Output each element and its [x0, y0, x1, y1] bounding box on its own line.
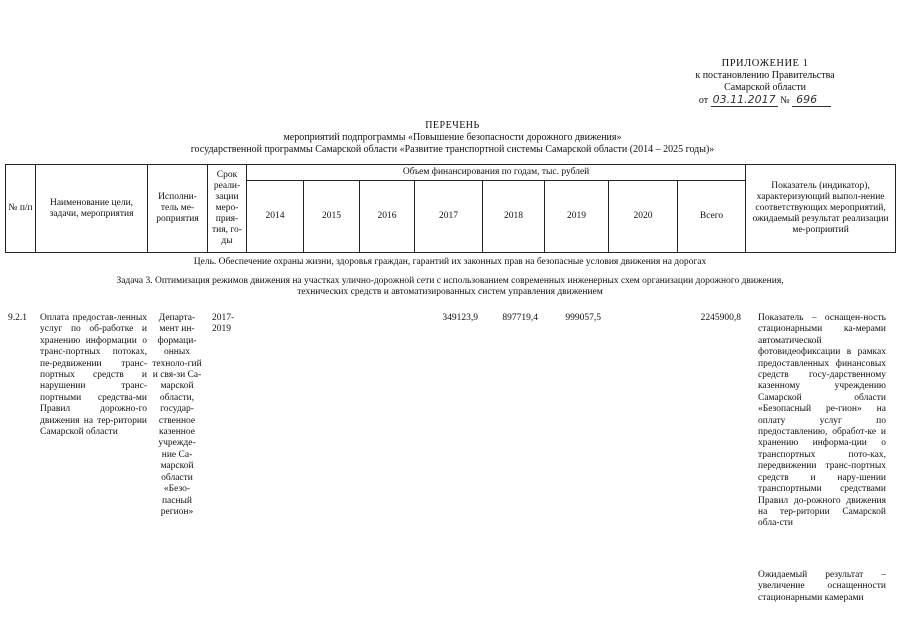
header-year: 2014	[247, 181, 304, 253]
task-row: Задача 3. Оптимизация режимов движения на участках улично-дорожной сети с использованием современных инженерных схем организации дорожного движения, технических средств и автоматизированных систем управления движением	[116, 276, 784, 297]
handwritten-date: 03.11.2017	[712, 93, 776, 106]
header-indicator: Показатель (индикатор), характеризующий выпол-нение соответствующих мероприятий, ожидаемый результат реализации ме-роприятий	[746, 165, 896, 253]
row-total: 2245900,8	[700, 313, 741, 323]
heading-title: ПЕРЕЧЕНЬ	[425, 120, 480, 131]
appendix-date-line	[665, 94, 865, 107]
header-year: 2020	[609, 181, 678, 253]
goal-row: Цель. Обеспечение охраны жизни, здоровья граждан, гарантий их законных прав на безопасные условия движения на дорогах	[193, 257, 707, 267]
row-value-2019: 999057,5	[565, 313, 601, 323]
row-indicator: Показатель – оснащен-ность стационарными ка-мерами автоматической фотовидеофиксации в рамках предоставленных финансовых средств госу-дарственному казенному учреждению Самарской области «Безопасный ре-гион» на оплату услуг по предоставлению, обработ-ке и хранению информа-ции о транспортных пото-ках, передвижении транс-портных средств и нару-шении транспортными средствами Правил до-рожного движения на тер-ритории Самарской обла-сти	[758, 313, 886, 529]
header-year: 2018	[483, 181, 545, 253]
row-executor: Департа-мент ин-формаци-онных техноло-гий и свя-зи Са-марской области, государ-ственное казенное учрежде-ние Са-марской области «Безо-пасный регион»	[152, 313, 202, 517]
header-year: 2017	[415, 181, 483, 253]
row-value-2018: 897719,4	[502, 313, 538, 323]
header-executor: Исполни-тель ме-роприятия	[148, 165, 208, 253]
header-year: 2016	[360, 181, 415, 253]
row-expected-result: Ожидаемый результат – увеличение оснащенности стационарными камерами	[758, 570, 886, 603]
header-term: Срок реали-зации меро-прия-тия, го-ды	[208, 165, 247, 253]
appendix-title: ПРИЛОЖЕНИЕ 1	[721, 58, 809, 69]
heading-line-1: мероприятий подпрограммы «Повышение безопасности дорожного движения»	[283, 132, 622, 143]
row-num: 9.2.1	[8, 313, 27, 323]
header-num: № п/п	[6, 165, 36, 253]
activities-table-header	[5, 164, 896, 253]
document-heading	[120, 120, 785, 156]
header-total: Всего	[678, 181, 746, 253]
number-label: №	[780, 95, 790, 106]
header-year: 2019	[545, 181, 609, 253]
header-funding: Объем финансирования по годам, тыс. рублей	[247, 165, 746, 181]
heading-line-2: государственной программы Самарской области «Развитие транспортной системы Самарской области (2014 – 2025 годы)»	[190, 144, 715, 155]
appendix-block	[665, 58, 865, 107]
appendix-line-2: Самарской области	[724, 82, 806, 93]
handwritten-number: 696	[792, 93, 831, 107]
row-value-2017: 349123,9	[442, 313, 478, 323]
row-term: 2017-2019	[212, 313, 235, 335]
appendix-line-1: к постановлению Правительства	[695, 70, 835, 81]
row-name: Оплата предостав-ленных услуг по об-работке и хранению информации о транс-портных потоках, пе-редвижении транс-портных средств и нарушении транс-портными средства-ми Правил дорожно-го движения на тер-ритории Самарской области	[40, 313, 147, 438]
header-year: 2015	[304, 181, 360, 253]
header-name: Наименование цели, задачи, мероприятия	[36, 165, 148, 253]
from-label: от	[698, 95, 709, 106]
